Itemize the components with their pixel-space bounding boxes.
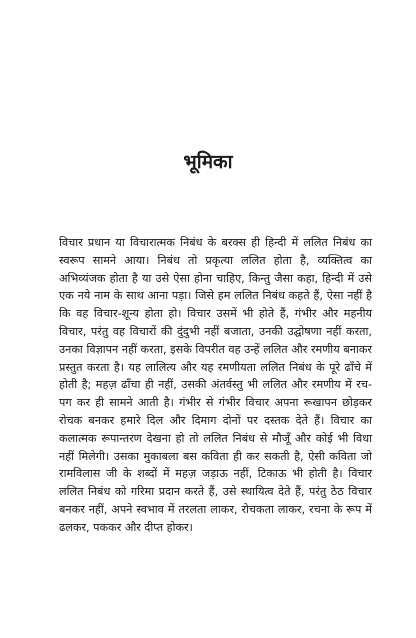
chapter-heading: भूमिका	[183, 151, 233, 173]
body-paragraph: विचार प्रधान या विचारात्मक निबंध के बरक्स ही हिन्दी में ललित निबंध का स्वरूप सामने आया। निबंध तो प्रकृत्या ललित होता है, व्यक्तित्व का अभिव्यंजक होता है या उसे ऐसा होना चाहिए, किन्तु जैसा कहा, हिन्दी में उसे एक नये नाम के साथ आना पड़ा। जिसे हम ललित निबंध कहते हैं, ऐसा नहीं है कि वह विचार-शून्य होता हो। विचार उसमें भी होते हैं, गंभीर और महनीय विचार, परंतु वह विचारों की दुंदुभी नहीं बजाता, उनकी उद्घोषणा नहीं करता, उनका विज्ञापन नहीं करता, इसके विपरीत वह उन्हें ललित और रमणीय बनाकर प्रस्तुत करता है। यह लालित्य और यह रमणीयता ललित निबंध के पूरे ढाँचे में होती है; महज़ ढाँचा ही नहीं, उसकी अंतर्वस्तु भी ललित और रमणीय में रच-पग कर ही सामने आती है। गंभीर से गंभीर विचार अपना रूखापन छोड़कर रोचक बनकर हमारे दिल और दिमाग दोनों पर दस्तक देते हैं। विचार का कलात्मक रूपान्तरण देखना हो तो ललित निबंध से मौजूँ और कोई भी विधा नहीं मिलेगी। उसका मुकाबला बस कविता ही कर सकती है, ऐसी कविता जो रामविलास जी के शब्दों में महज़ जड़ाऊ नहीं, टिकाऊ भी होती है। विचार ललित निबंध को गरिमा प्रदान करते हैं, उसे स्थायित्व देते हैं, परंतु ठेठ विचार बनकर नहीं, अपने स्वभाव में तरलता लाकर, रोचकता लाकर, रचना के रूप में ढलकर, पककर और दीप्त होकर।	[59, 236, 372, 534]
